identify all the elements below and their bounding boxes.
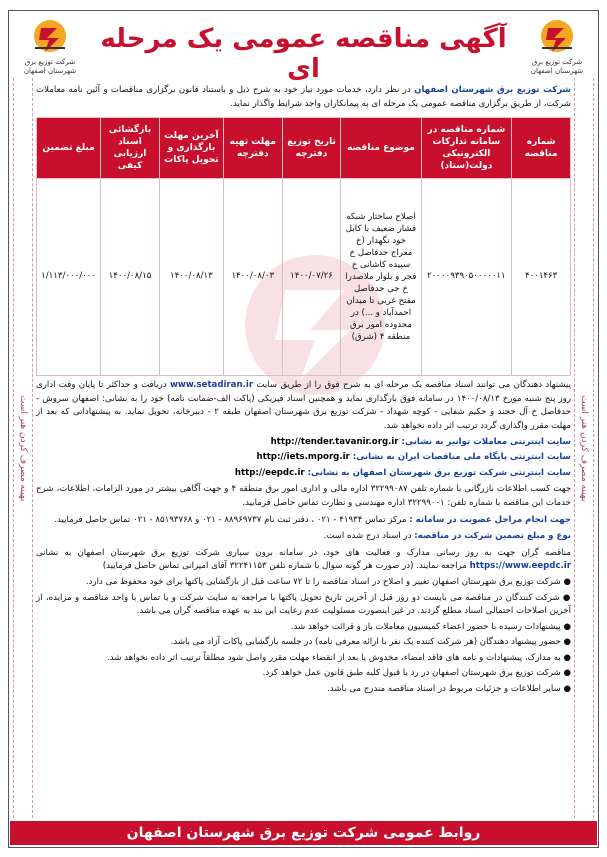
list-item-text: به مدارک، پیشنهادات و نامه های فاقد امضاء، مخدوش یا بعد از انقضاء مهلت مقرر واصل شود مطلقاً ترتیب اثر داده نخواهد شد. <box>106 652 561 663</box>
registration-label: جهت انجام مراحل عضویت در سامانه : <box>409 514 571 525</box>
contact-paragraph: جهت کسب اطلاعات بازرگانی با شماره تلفن ۳۲۲۹۹۰۸۷ اداره مالی و اداری امور برق منطقه ۴ و جهت آگاهی بیشتر در مورد الزامات، اطلاعات، شرح خدمات این مناقصه با شماره تلفن: ۳۲۲۹۹۰۰۱ اداره مهندسی و نظارت تماس حاصل فرمایید. <box>36 484 572 508</box>
col-header: آخرین مهلت بارگذاری و تحویل پاکات <box>159 118 223 179</box>
cell-submission-deadline: ۱۴۰۰/۰۸/۱۳ <box>159 179 223 376</box>
cell-prep-deadline: ۱۴۰۰/۰۸/۰۳ <box>223 179 282 376</box>
cell-distribution-date: ۱۴۰۰/۰۷/۲۶ <box>282 179 341 376</box>
documents-text-a: پیشنهاد دهندگان می توانند اسناد مناقصه یک مرحله ای به شرح فوق را از طریق سایت <box>256 380 572 391</box>
tavanir-link-line <box>36 436 571 450</box>
registration-paragraph <box>36 514 571 528</box>
tower-logo-icon <box>27 18 73 58</box>
logo-line1: شرکت توزیع برق <box>24 58 76 66</box>
iets-link-line <box>36 451 571 465</box>
guarantee-text: در اسناد درج شده است. <box>323 531 412 542</box>
cell-guarantee-amount: ۱/۱۱۳/۰۰۰/۰۰۰ <box>37 179 101 376</box>
list-item-text: سایر اطلاعات و جزئیات مربوط در اسناد مناقصه مندرج می باشد. <box>327 684 561 695</box>
list-item-text: پیشنهادات رسیده با حضور اعضاء کمیسیون معاملات باز و قرائت خواهد شد. <box>290 621 561 632</box>
footer-banner: روابط عمومی شرکت توزیع برق شهرستان اصفهان <box>10 821 597 845</box>
outsourcing-text-a: مناقصه گران جهت به روز رسانی مدارک و فعالیت های خود، در سامانه برون سپاری شرکت توزیع برق شهرستان اصفهان به نشانی <box>36 547 571 558</box>
eepdc-label: سایت اینترنتی شرکت توزیع برق شهرستان اصفهان به نشانی: <box>307 467 571 478</box>
documents-paragraph <box>36 379 571 433</box>
intro-company: شرکت توزیع برق شهرستان اصفهان <box>414 85 572 95</box>
list-item: ● شرکت توزیع برق شهرستان اصفهان تغییر و اصلاح در اسناد مناقصه را تا ۷۲ ساعت قبل از بازگشایی پاکتها برای خود محفوظ می دارد. <box>85 576 571 587</box>
guarantee-label: نوع و مبلغ تضمین شرکت در مناقصه: <box>414 531 571 542</box>
tavanir-link[interactable]: http://tender.tavanir.org.ir <box>270 436 399 447</box>
col-header: شماره مناقصه در سامانه تدارکات الکترونیکی دولت(ستاد) <box>421 118 512 179</box>
tender-table <box>36 117 571 376</box>
intro-paragraph <box>36 84 571 111</box>
list-item-text: حضور پیشنهاد دهندگان (هر شرکت کننده یک نفر با ارائه معرفی نامه) در جلسه بازگشایی پاکات آزاد می باشد. <box>170 637 561 648</box>
notice-content <box>36 84 571 829</box>
list-item: ● سایر اطلاعات و جزئیات مربوط در اسناد مناقصه مندرج می باشد. <box>327 684 571 695</box>
iets-label: سایت اینترنتی پایگاه ملی مناقصات ایران به نشانی: <box>352 452 571 463</box>
col-header: شماره مناقصه <box>512 118 571 179</box>
col-header: تاریخ توزیع دفترچه <box>282 118 341 179</box>
page-title: آگهی مناقصه عمومی یک مرحله ای <box>100 24 507 84</box>
cell-setad-number: ۲۰۰۰۰۹۳۹۰۵۰۰۰۰۰۱۱ <box>421 179 512 376</box>
intro-text: در نظر دارد، خدمات مورد نیاز خود به شرح ذیل و باستناد قانون برگزاری مناقصات و آئین نامه معاملات شرکت، از طریق برگزاری مناقصه عمومی یک مرحله ای به پیمانکاران واجد شرایط واگذار نماید. <box>36 85 571 109</box>
outsourcing-paragraph <box>36 547 571 574</box>
col-header: مبلغ تضمین <box>37 118 101 179</box>
outsourcing-text-b: مراجعه نمایند. (در صورت هر گونه سوال با شماره تلفن ۳۲۲۴۱۱۵۳ آقای امیرانی تماس حاصل فرمایید) <box>102 561 467 572</box>
outsourcing-link[interactable]: https://www.eepdc.ir <box>469 561 571 572</box>
list-item-text: شرکت توزیع برق شهرستان اصفهان تغییر و اصلاح در اسناد مناقصه را تا ۷۲ ساعت قبل از بازگشایی پاکتها برای خود محفوظ می دارد. <box>85 576 561 587</box>
side-slogan-left <box>13 78 33 818</box>
eepdc-link-line <box>36 467 571 481</box>
side-slogan-text: بهینه مصرف کردن هنر است <box>579 394 589 502</box>
tower-logo-icon <box>534 18 580 58</box>
guarantee-paragraph <box>36 530 571 544</box>
list-item-text: شرکت توزیع برق شهرستان اصفهان در رد یا قبول کلیه طبق قانون عمل خواهد کرد. <box>262 668 561 679</box>
registration-text: مرکز تماس ۴۱۹۳۴ - ۰۲۱ ، دفتر ثبت نام ۸۸۹۶۹۷۳۷ - ۰۲۱ و ۸۵۱۹۳۷۶۸ - ۰۲۱ تماس حاصل فرمایید. <box>54 514 407 525</box>
list-item: ● به مدارک، پیشنهادات و نامه های فاقد امضاء، مخدوش یا بعد از انقضاء مهلت مقرر واصل شود مطلقاً ترتیب اثر داده نخواهد شد. <box>106 652 571 663</box>
table-header-row <box>37 118 571 179</box>
col-header: بازگشائی اسناد ارزیابی کیفی <box>101 118 160 179</box>
logo-line1: شرکت توزیع برق <box>531 58 583 66</box>
table-row <box>37 179 571 376</box>
list-item: ● شرکت کنندگان در مناقصه می بایست دو روز قبل از آخرین تاریخ تحویل پاکتها با مراجعه به سایت شرکت و یا تماس با واحد مناقصه و مزایده، از آخرین اصلاحات احتمالی اسناد مطلع گردند. در غیر اینصورت مسئولیت عدم رعایت این بند به عهده مناقصه گران می باشد. <box>36 592 571 617</box>
cell-subject: اصلاح ساختار شبکه فشار ضعیف با کابل خود نگهدار (خ معراج حدفاصل خ سپیده کاشانی خ فجر و بلوار ملاصدرا خ جی حدفاصل مفتح غربی تا میدان احمدآباد و ...) در محدوده امور برق منطقه ۴ (شرق) <box>341 179 421 376</box>
side-slogan-right <box>574 78 594 818</box>
side-slogan-text: بهینه مصرف کردن هنر است <box>18 394 28 502</box>
company-logo-right <box>525 18 589 76</box>
list-item: ● شرکت توزیع برق شهرستان اصفهان در رد یا قبول کلیه طبق قانون عمل خواهد کرد. <box>262 668 571 679</box>
col-header: موضوع مناقصه <box>341 118 421 179</box>
col-header: مهلت تهیه دفترچه <box>223 118 282 179</box>
documents-text-b: دریافت و حداکثر تا پایان وقت اداری روز پنج شنبه مورخ ۱۴۰۰/۰۸/۱۳ در سامانه فوق بارگذاری نماید و همچنین اسناد فیزیکی (پاکت الف-ضمانت نامه) خود را به نشانی: اصفهان سروش - حدفاصل خ آل خجند و حکیم شفایی - کوچه شهداد - شرکت توزیع برق شهرستان اصفهان طبقه ۲ - دبیرخانه، تحویل نماید. به پیشنهاداتی که بعد از مهلت مقرر واگذاری گردد ترتیب اثر داده نخواهد شد. <box>36 380 571 431</box>
list-item: ● پیشنهادات رسیده با حضور اعضاء کمیسیون معاملات باز و قرائت خواهد شد. <box>290 621 571 632</box>
cell-opening-date: ۱۴۰۰/۰۸/۱۵ <box>101 179 160 376</box>
logo-line2: شهرستان اصفهان <box>530 67 584 75</box>
company-logo-left <box>18 18 82 76</box>
eepdc-link[interactable]: http://eepdc.ir <box>234 467 305 478</box>
iets-link[interactable]: http://iets.mporg.ir <box>256 452 350 463</box>
list-item-text: شرکت کنندگان در مناقصه می بایست دو روز قبل از آخرین تاریخ تحویل پاکتها با مراجعه به سایت شرکت و یا تماس با واحد مناقصه و مزایده، از آخرین اصلاحات احتمالی اسناد مطلع گردند. در غیر اینصورت مسئولیت عدم رعایت این بند به عهده مناقصه گران می باشد. <box>36 592 571 617</box>
cell-tender-number: ۴۰۰۱۴۶۳ <box>512 179 571 376</box>
list-item: ● حضور پیشنهاد دهندگان (هر شرکت کننده یک نفر با ارائه معرفی نامه) در جلسه بازگشایی پاکات آزاد می باشد. <box>170 637 571 648</box>
setad-link[interactable]: www.setadiran.ir <box>169 380 254 391</box>
tavanir-label: سایت اینترنتی معاملات توانیر به نشانی: <box>401 436 571 447</box>
logo-line2: شهرستان اصفهان <box>23 67 77 75</box>
